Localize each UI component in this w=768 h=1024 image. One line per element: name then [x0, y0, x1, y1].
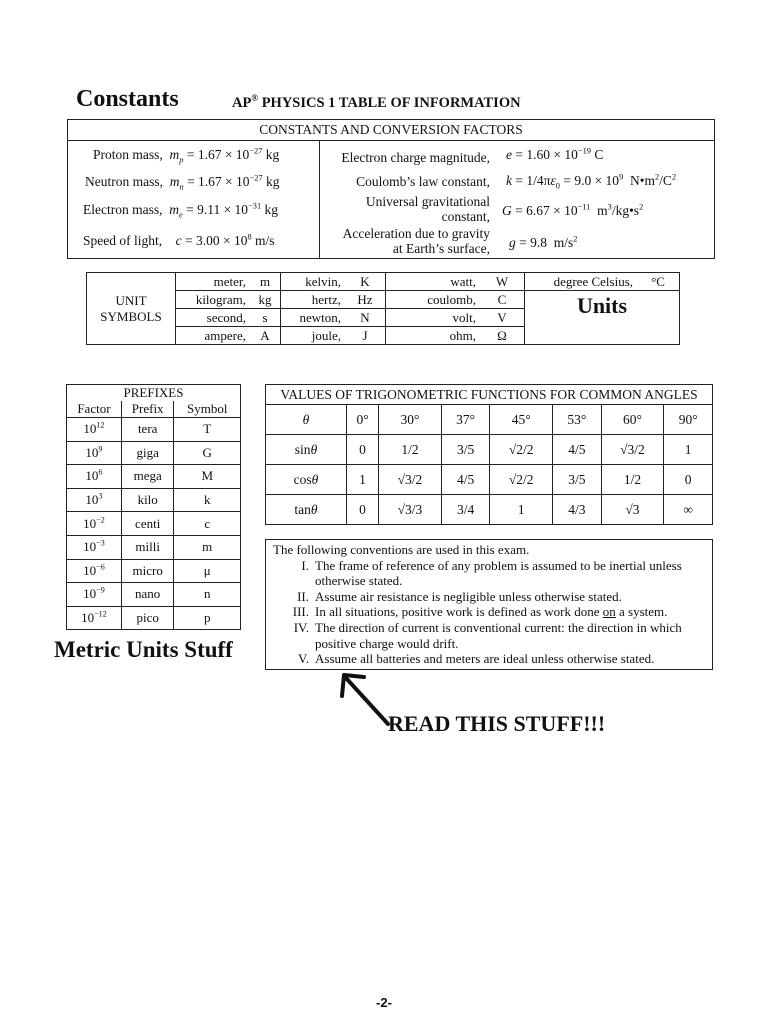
- unit-symbols-table: [86, 272, 680, 345]
- trig-value: 0: [664, 465, 713, 495]
- prefix-row: [67, 535, 241, 559]
- col-header-symbol: Symbol: [174, 401, 241, 418]
- trig-function-label: cosθ: [266, 465, 347, 495]
- constants-table: [67, 119, 715, 259]
- prefix-factor: $10^6$: [67, 465, 122, 489]
- unit-symbol: °C: [637, 273, 680, 291]
- angle-header: 45°: [490, 405, 553, 435]
- prefix-row: [67, 606, 241, 630]
- trig-value: 1: [664, 435, 713, 465]
- label-gravity-acceleration: Acceleration due to gravity at Earth’s surface,: [342, 226, 490, 256]
- prefix-row: [67, 441, 241, 465]
- convention-item: IV. The direction of current is conventional current: the direction in which positive charge would drift.: [293, 619, 682, 651]
- prefix-row: [67, 512, 241, 536]
- unit-symbol: N: [345, 309, 386, 327]
- convention-item: III. In all situations, positive work is defined as work done on a system.: [292, 604, 668, 620]
- unit-name: hertz,: [281, 291, 346, 309]
- units-handwritten-cell: [525, 291, 680, 345]
- trig-row: [266, 465, 713, 495]
- arrow-icon: [336, 668, 396, 730]
- prefix-name: giga: [121, 441, 174, 465]
- unit-symbol: kg: [250, 291, 281, 309]
- col-header-prefix: Prefix: [121, 401, 174, 418]
- col-header-factor: Factor: [67, 401, 122, 418]
- prefix-name: kilo: [121, 488, 174, 512]
- prefix-factor: $10^{-2}$: [67, 512, 122, 536]
- handwritten-constants-title: Constants: [76, 86, 179, 112]
- trig-value: 4/5: [553, 435, 602, 465]
- handwritten-read-note: READ THIS STUFF!!!: [388, 711, 606, 736]
- prefix-factor: $10^{-12}$: [67, 606, 122, 630]
- unit-name: newton,: [281, 309, 346, 327]
- angle-header: 53°: [553, 405, 602, 435]
- angle-header: 60°: [601, 405, 664, 435]
- unit-name: meter,: [176, 273, 251, 291]
- prefix-factor: $10^{12}$: [67, 418, 122, 442]
- unit-name: kilogram,: [176, 291, 251, 309]
- theta-header: θ: [266, 405, 347, 435]
- unit-symbol: Ω: [480, 327, 525, 345]
- angle-header: 30°: [379, 405, 442, 435]
- trig-value: √3/2: [601, 435, 664, 465]
- angle-header: 37°: [441, 405, 490, 435]
- trig-row: [266, 495, 713, 525]
- value-gravity-acceleration: g = 9.8 $m/s^2$: [509, 234, 578, 250]
- unit-name: kelvin,: [281, 273, 346, 291]
- trig-value: √3: [601, 495, 664, 525]
- unit-name: ampere,: [176, 327, 251, 345]
- constant-proton-mass: Proton mass, $m_p = 1.67 \times 10^{-27}$ kg: [93, 146, 280, 165]
- unit-symbol: W: [480, 273, 525, 291]
- unit-name: volt,: [386, 309, 481, 327]
- prefix-factor: $10^{-3}$: [67, 535, 122, 559]
- exam-conventions: [265, 539, 713, 670]
- constant-speed-of-light: Speed of light, $c = 3.00 \times 10^8$ m/s: [83, 232, 275, 248]
- prefix-factor: $10^9$: [67, 441, 122, 465]
- prefix-name: centi: [121, 512, 174, 536]
- prefix-symbol: n: [174, 583, 241, 607]
- unit-symbol: s: [250, 309, 281, 327]
- prefix-symbol: G: [174, 441, 241, 465]
- unit-symbol: m: [250, 273, 281, 291]
- prefix-symbol: μ: [174, 559, 241, 583]
- trig-value: 1/2: [379, 435, 442, 465]
- prefix-name: milli: [121, 535, 174, 559]
- trig-value: 0: [347, 435, 379, 465]
- trig-value: √3/3: [379, 495, 442, 525]
- trig-value: 1/2: [601, 465, 664, 495]
- constant-neutron-mass: Neutron mass, $m_n = 1.67 \times 10^{-27}$ kg: [85, 173, 280, 192]
- unit-name: joule,: [281, 327, 346, 345]
- prefix-row: [67, 488, 241, 512]
- unit-symbol: K: [345, 273, 386, 291]
- trig-value: 0: [347, 495, 379, 525]
- trig-function-label: tanθ: [266, 495, 347, 525]
- constants-heading: CONSTANTS AND CONVERSION FACTORS: [68, 120, 714, 141]
- prefix-row: [67, 465, 241, 489]
- unit-name: watt,: [386, 273, 481, 291]
- trig-heading: VALUES OF TRIGONOMETRIC FUNCTIONS FOR COMMON ANGLES: [266, 385, 713, 405]
- prefix-row: [67, 559, 241, 583]
- unit-symbol: J: [345, 327, 386, 345]
- prefix-row: [67, 583, 241, 607]
- sheet-title: AP® PHYSICS 1 TABLE OF INFORMATION: [232, 93, 521, 111]
- unit-symbol: V: [480, 309, 525, 327]
- prefix-symbol: k: [174, 488, 241, 512]
- trig-value: 4/5: [441, 465, 490, 495]
- column-divider: [319, 141, 320, 259]
- value-coulomb-constant: $k = 1/4\pi\varepsilon_0 = 9.0 \times 10^9$ $N•m^2/C^2$: [506, 172, 677, 191]
- unit-name: ohm,: [386, 327, 481, 345]
- trig-value: 1: [490, 495, 553, 525]
- prefix-symbol: m: [174, 535, 241, 559]
- unit-name: second,: [176, 309, 251, 327]
- trig-function-label: sinθ: [266, 435, 347, 465]
- unit-symbol: Hz: [345, 291, 386, 309]
- prefix-symbol: M: [174, 465, 241, 489]
- prefix-name: nano: [121, 583, 174, 607]
- prefix-name: tera: [121, 418, 174, 442]
- convention-item: I. The frame of reference of any problem is assumed to be inertial unless otherwise stated.: [301, 557, 682, 589]
- page-number: -2-: [376, 995, 392, 1010]
- trig-value: 4/3: [553, 495, 602, 525]
- constant-electron-mass: Electron mass, $m_e = 9.11 \times 10^{-31}$ kg: [83, 201, 279, 220]
- label-coulomb-constant: Coulomb’s law constant,: [356, 174, 490, 189]
- trig-value: ∞: [664, 495, 713, 525]
- prefix-name: micro: [121, 559, 174, 583]
- unit-name: degree Celsius,: [525, 273, 638, 291]
- trig-value: √2/2: [490, 435, 553, 465]
- unit-name: coulomb,: [386, 291, 481, 309]
- trig-value: 3/5: [553, 465, 602, 495]
- convention-item: V. Assume all batteries and meters are ideal unless otherwise stated.: [298, 651, 655, 667]
- trig-row: [266, 435, 713, 465]
- trig-value: 3/4: [441, 495, 490, 525]
- prefix-symbol: T: [174, 418, 241, 442]
- prefixes-table: [66, 384, 241, 630]
- prefixes-heading: PREFIXES: [67, 385, 241, 402]
- handwritten-metric-note: Metric Units Stuff: [54, 637, 233, 662]
- prefix-name: mega: [121, 465, 174, 489]
- trig-value: 1: [347, 465, 379, 495]
- prefix-symbol: p: [174, 606, 241, 630]
- trig-value: √2/2: [490, 465, 553, 495]
- prefix-symbol: c: [174, 512, 241, 536]
- value-gravitational-constant: $G = 6.67 \times 10^{-11}$ $m^3/kg•s^2$: [502, 202, 644, 218]
- unit-symbol: C: [480, 291, 525, 309]
- prefix-factor: $10^{-9}$: [67, 583, 122, 607]
- conventions-intro: The following conventions are used in this exam.: [273, 542, 530, 557]
- prefix-factor: $10^3$: [67, 488, 122, 512]
- label-gravitational-constant: Universal gravitational constant,: [365, 194, 490, 224]
- handwritten-units-note: Units: [576, 293, 628, 318]
- prefix-name: pico: [121, 606, 174, 630]
- convention-item: II. Assume air resistance is negligible unless otherwise stated.: [297, 588, 622, 604]
- value-electron-charge: $e = 1.60 \times 10^{-19}$ C: [506, 146, 604, 162]
- angle-header: 90°: [664, 405, 713, 435]
- unit-symbols-label: UNIT SYMBOLS: [87, 273, 176, 345]
- unit-symbol: A: [250, 327, 281, 345]
- angle-header: 0°: [347, 405, 379, 435]
- prefix-factor: $10^{-6}$: [67, 559, 122, 583]
- trig-values-table: [265, 384, 713, 525]
- trig-value: √3/2: [379, 465, 442, 495]
- prefix-row: [67, 418, 241, 442]
- trig-value: 3/5: [441, 435, 490, 465]
- label-electron-charge: Electron charge magnitude,: [341, 150, 490, 165]
